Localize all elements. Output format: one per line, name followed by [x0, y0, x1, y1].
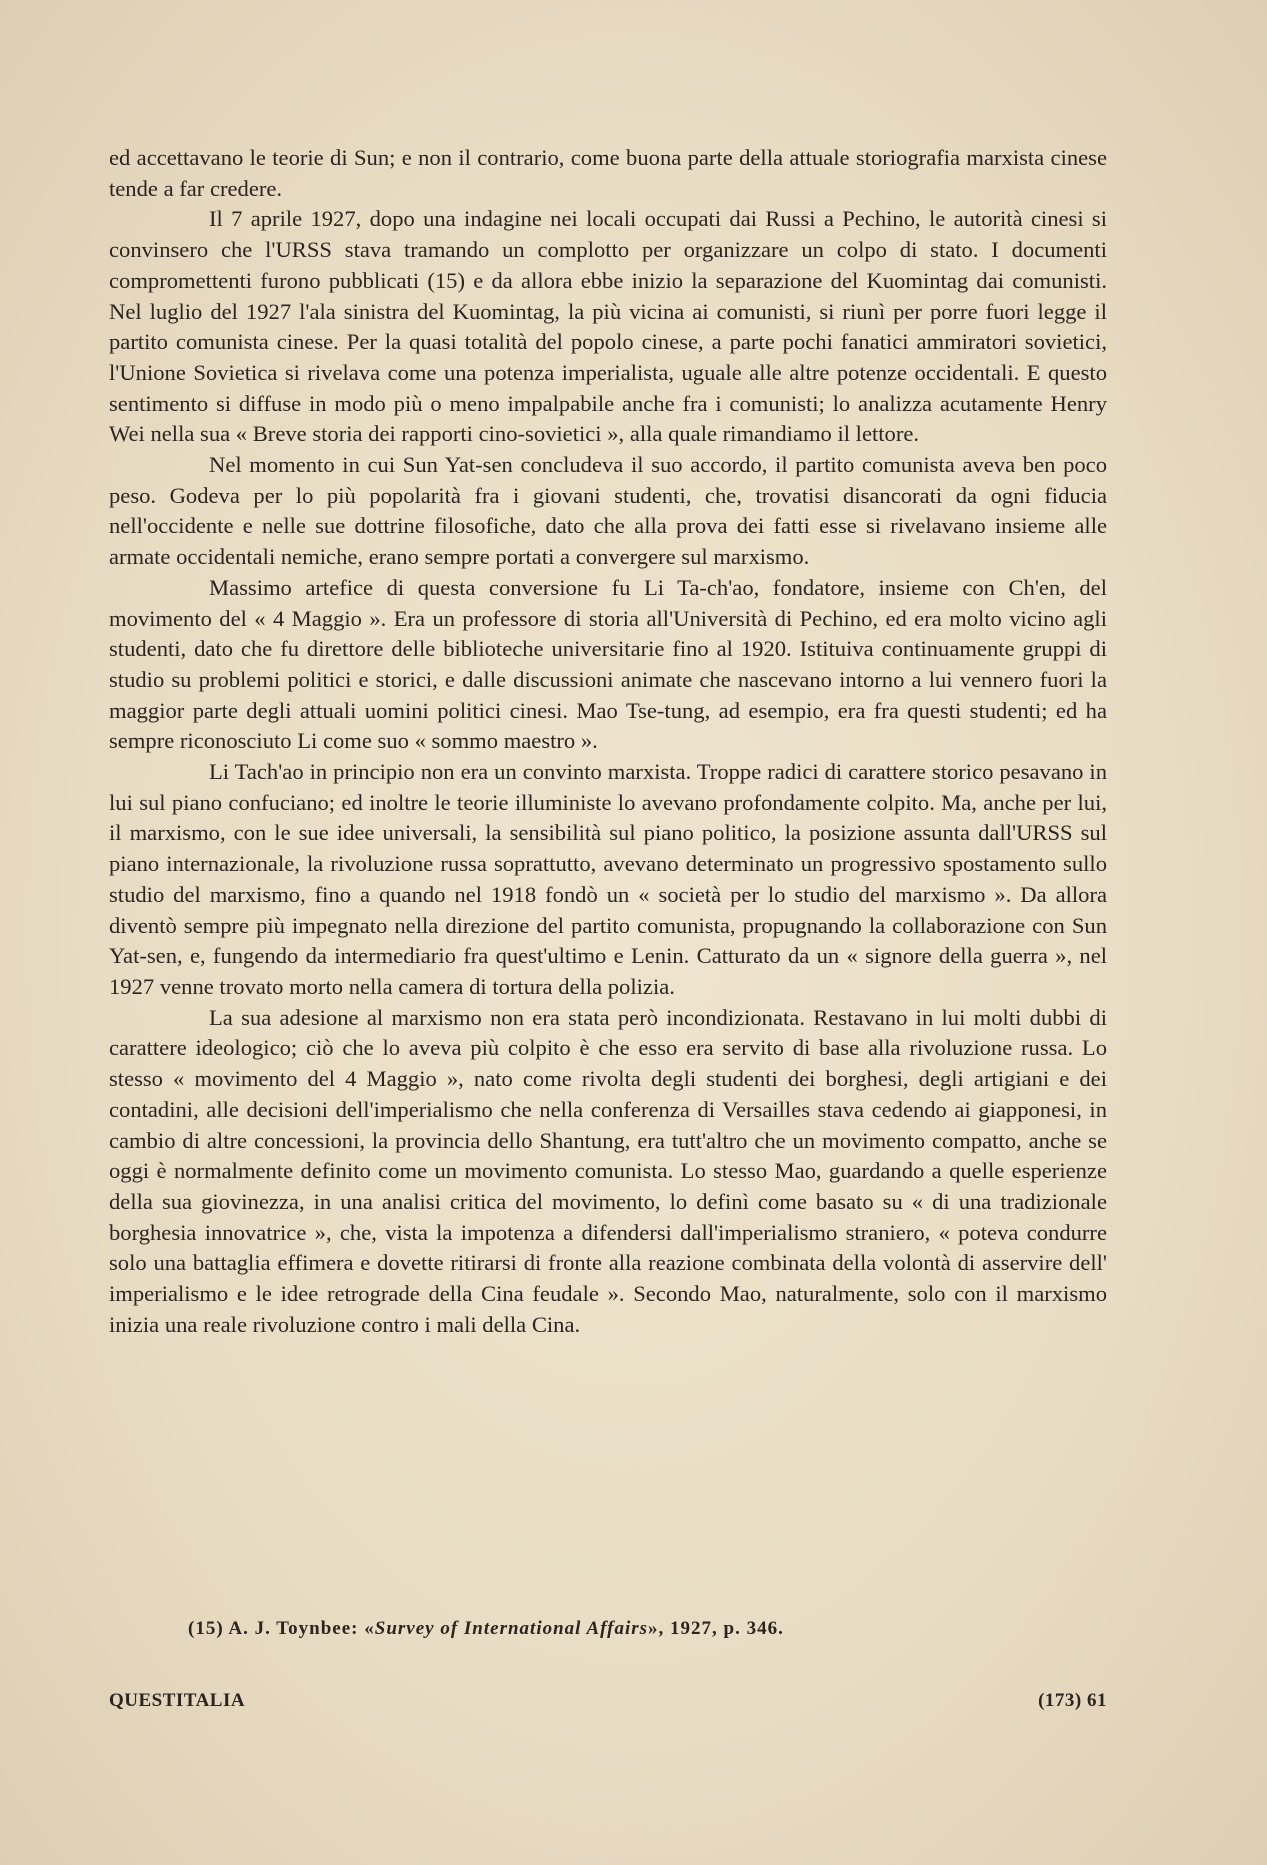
- paragraph-continuation: ed accettavano le teorie di Sun; e non il contrario, come buona parte della attuale storiografia marxista cinese tende a far credere.: [109, 145, 1107, 201]
- paragraph: Li Tach'ao in principio non era un convinto marxista. Troppe radici di carattere storico pesavano in lui sul piano confuciano; ed inoltre le teorie illuministe lo avevano profondamente colpito. Ma, anche per lui, il marxismo, con le sue idee universali, la sensibilità sul piano politico, la posizione assunta dall'URSS sul piano internazionale, la rivoluzione russa soprattutto, avevano determinato un progressivo spostamento sullo studio del marxismo, fino a quando nel 1918 fondò un « società per lo studio del marxismo ». Da allora diventò sempre più impegnato nella direzione del partito comunista, propugnando la collaborazione con Sun Yat-sen, e, fungendo da intermediario fra quest'ultimo e Lenin. Catturato da un « signore della guerra », nel 1927 venne trovato morto nella camera di tortura della polizia.: [109, 759, 1107, 999]
- paragraph: Il 7 aprile 1927, dopo una indagine nei locali occupati dai Russi a Pechino, le autorità cinesi si convinsero che l'URSS stava tramando un complotto per organizzare un colpo di stato. I documenti compromettenti furono pubblicati (15) e da allora ebbe inizio la separazione del Kuomintag dai comunisti. Nel luglio del 1927 l'ala sinistra del Kuomintag, la più vicina ai comunisti, si riunì per porre fuori legge il partito comunista cinese. Per la quasi totalità del popolo cinese, a parte pochi fanatici ammiratori sovietici, l'Unione Sovietica si rivelava come una potenza imperialista, uguale alle altre potenze occidentali. E questo sentimento si diffuse in modo più o meno impalpabile anche fra i comunisti; lo analizza acutamente Henry Wei nella sua « Breve storia dei rapporti cino-sovietici », alla quale rimandiamo il lettore.: [109, 206, 1107, 447]
- page-footer: [109, 1690, 1107, 1712]
- footnote-suffix: », 1927, p. 346.: [648, 1618, 784, 1639]
- article-body: [109, 143, 1107, 1340]
- footnote-title: Survey of International Affairs: [374, 1618, 649, 1639]
- footnote-prefix: (15) A. J. Toynbee: «: [188, 1618, 375, 1639]
- paragraph: La sua adesione al marxismo non era stata però incondizionata. Restavano in lui molti dubbi di carattere ideologico; ciò che lo aveva più colpito è che esso era servito di base alla rivoluzione russa. Lo stesso « movimento del 4 Maggio », nato come rivolta degli studenti dei borghesi, degli artigiani e dei contadini, alle decisioni dell'imperialismo che nella conferenza di Versailles stava cedendo ai giapponesi, in cambio di altre concessioni, la provincia dello Shantung, era tutt'altro che un movimento compatto, anche se oggi è normalmente definito come un movimento comunista. Lo stesso Mao, guardando a quelle esperienze della sua giovinezza, in una analisi critica del movimento, lo definì come basato su « di una tradizionale borghesia innovatrice », che, vista la impotenza a difendersi dall'imperialismo straniero, « poteva condurre solo una battaglia effimera e dovette ritirarsi di fronte alla reazione combinata della volontà di asservire dell' imperialismo e le idee retrograde della Cina feudale ». Secondo Mao, naturalmente, solo con il marxismo inizia una reale rivoluzione contro i mali della Cina.: [109, 1004, 1107, 1337]
- magazine-name: QUESTITALIA: [109, 1690, 246, 1711]
- paragraph: Nel momento in cui Sun Yat-sen concludeva il suo accordo, il partito comunista aveva ben poco peso. Godeva per lo più popolarità fra i giovani studenti, che, trovatisi disancorati da ogni fiducia nell'occidente e nelle sue dottrine filosofiche, dato che alla prova dei fatti esse si rivelavano insieme alle armate occidentali nemiche, erano sempre portati a convergere sul marxismo.: [109, 452, 1107, 570]
- page-number: (173) 61: [1038, 1690, 1107, 1711]
- footnote: [188, 1618, 1088, 1640]
- paragraph: Massimo artefice di questa conversione fu Li Ta-ch'ao, fondatore, insieme con Ch'en, del movimento del « 4 Maggio ». Era un professore di storia all'Università di Pechino, ed era molto vicino agli studenti, dato che fu direttore delle biblioteche universitarie fino al 1920. Istituiva continuamente gruppi di studio su problemi politici e storici, e dalle discussioni animate che nascevano intorno a lui vennero fuori la maggior parte degli attuali uomini politici cinesi. Mao Tse-tung, ad esempio, era fra questi studenti; ed ha sempre riconosciuto Li come suo « sommo maestro ».: [109, 574, 1107, 754]
